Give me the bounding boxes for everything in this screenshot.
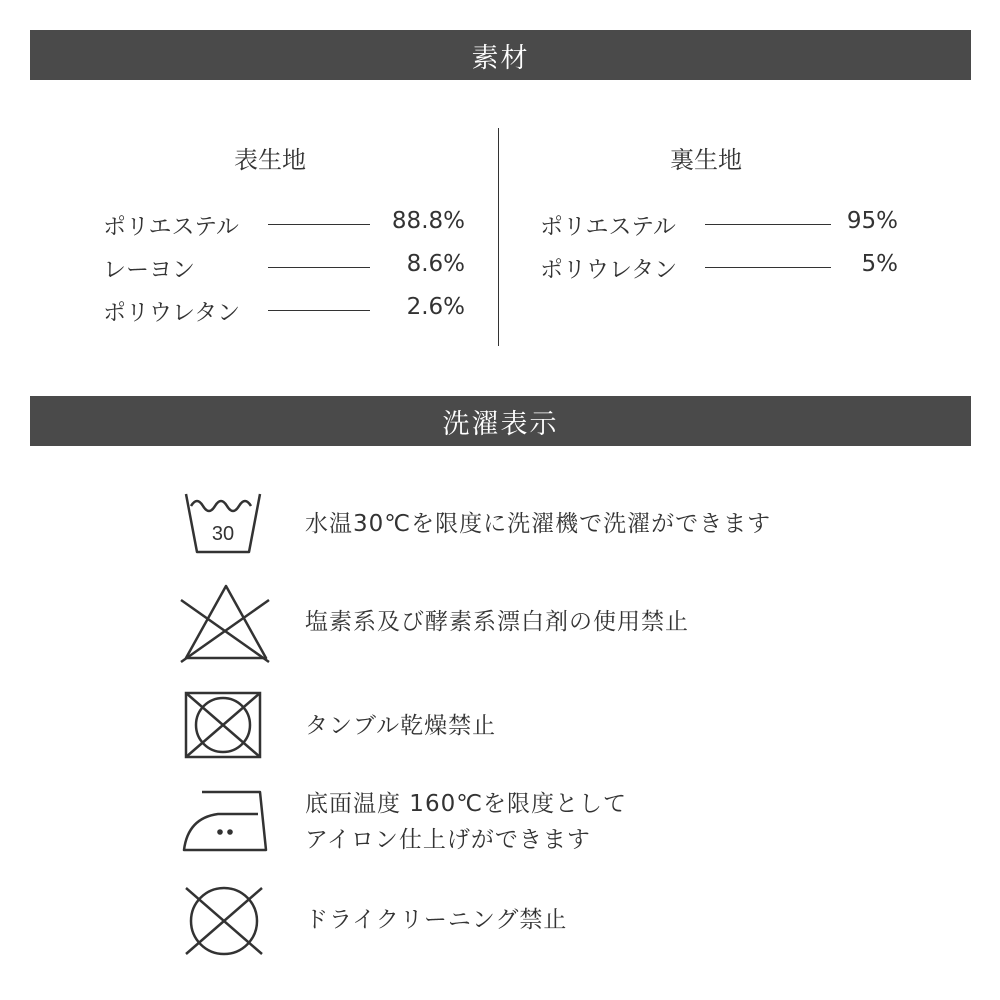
lining-row xyxy=(540,208,898,248)
lining-fabric-title: 裏生地 xyxy=(670,146,742,174)
no-bleach-icon xyxy=(178,580,274,664)
material-header: 素材 xyxy=(30,30,971,80)
care-text: 塩素系及び酵素系漂白剤の使用禁止 xyxy=(305,609,689,635)
column-divider xyxy=(498,128,499,346)
wash-tub-30-icon xyxy=(178,490,268,558)
leader-line xyxy=(705,224,831,225)
lining-row xyxy=(540,251,898,291)
outer-row xyxy=(103,294,465,334)
material-name: ポリウレタン xyxy=(540,257,678,283)
leader-line xyxy=(705,267,831,268)
outer-row xyxy=(103,251,465,291)
material-percent: 2.6% xyxy=(406,294,465,320)
material-percent: 8.6% xyxy=(406,251,465,277)
leader-line xyxy=(268,267,370,268)
material-name: ポリエステル xyxy=(540,214,676,240)
care-text: ドライクリーニング禁止 xyxy=(305,907,568,933)
no-tumble-dry-icon xyxy=(178,688,268,762)
wash-temperature: 30 xyxy=(211,523,235,545)
material-percent: 95% xyxy=(846,208,898,234)
care-text-line2: アイロン仕上げができます xyxy=(305,827,591,853)
leader-line xyxy=(268,224,370,225)
material-name: ポリエステル xyxy=(103,214,239,240)
material-percent: 5% xyxy=(861,251,898,277)
material-name: レーヨン xyxy=(103,257,195,283)
outer-row xyxy=(103,208,465,248)
no-dry-clean-icon xyxy=(178,882,270,960)
leader-line xyxy=(268,310,370,311)
care-text: タンブル乾燥禁止 xyxy=(305,713,497,739)
iron-medium-icon xyxy=(178,784,270,854)
care-text: 底面温度 160℃を限度として xyxy=(305,791,628,817)
care-text: 水温30℃を限度に洗濯機で洗濯ができます xyxy=(305,511,772,537)
care-header: 洗濯表示 xyxy=(30,396,971,446)
material-percent: 88.8% xyxy=(391,208,465,234)
material-name: ポリウレタン xyxy=(103,300,241,326)
outer-fabric-title: 表生地 xyxy=(234,146,306,174)
